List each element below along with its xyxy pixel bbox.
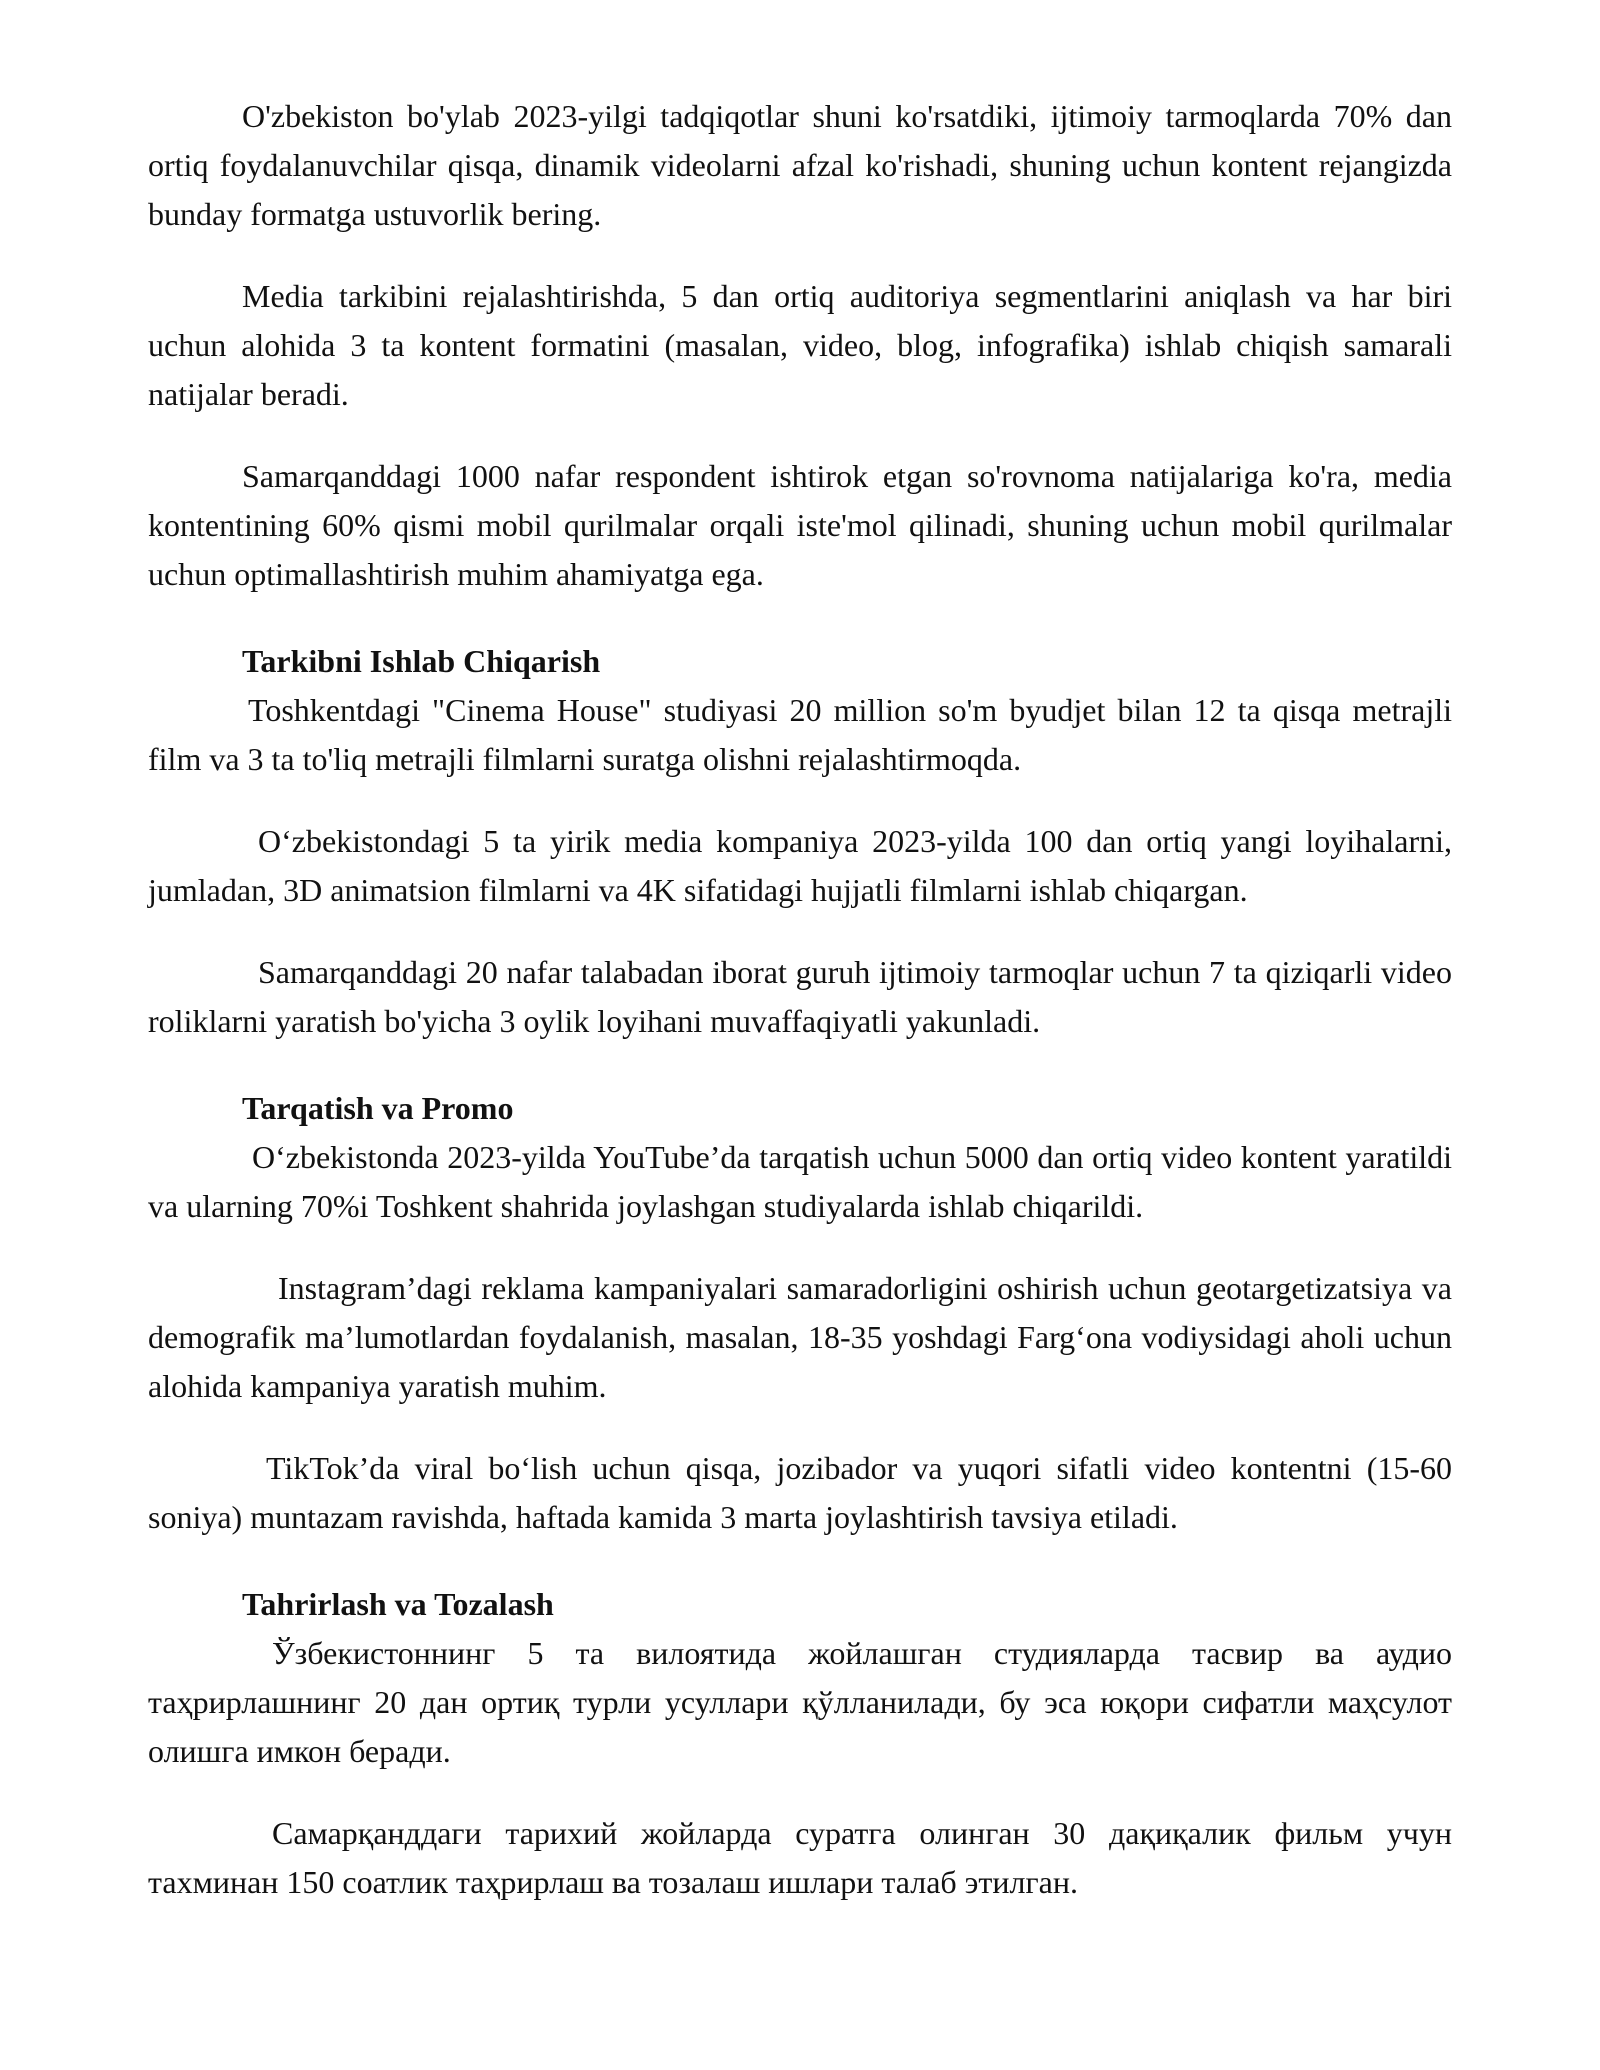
paragraph-editing-1: Ўзбекистоннинг 5 та вилоятида жойлашган студияларда тасвир ва аудио таҳрирлашнинг 20 дан ортиқ турли усуллари қўлланилади, бу эса юқори сифатли маҳсулот олишга имкон беради. [148, 1635, 1452, 1769]
section-heading-production: Tarkibni Ishlab Chiqarish [242, 643, 601, 679]
paragraph-intro-3: Samarqanddagi 1000 nafar respondent ishtirok etgan so'rovnoma natijalariga ko'ra, media kontentining 60% qismi mobil qurilmalar orqali iste'mol qilinadi, shuning uchun mobil qurilmalar uchun optimallashtirish muhim ahamiyatga ega. [148, 458, 1452, 592]
section-heading-distribution: Tarqatish va Promo [242, 1090, 514, 1126]
paragraph-intro-2: Media tarkibini rejalashtirishda, 5 dan ortiq auditoriya segmentlarini aniqlash va har biri uchun alohida 3 ta kontent formatini (masalan, video, blog, infografika) ishlab chiqish samarali natijalar beradi. [148, 278, 1452, 412]
paragraph-distribution-2: Instagram’dagi reklama kampaniyalari samaradorligini oshirish uchun geotargetizatsiya va demografik ma’lumotlardan foydalanish, masalan, 18-35 yoshdagi Farg‘ona vodiysidagi aholi uchun alohida kampaniya yaratish muhim. [148, 1270, 1452, 1404]
paragraph-editing-2: Самарқанддаги тарихий жойларда суратга олинган 30 дақиқалик фильм учун тахминан 150 соатлик таҳрирлаш ва тозалаш ишлари талаб этилган. [148, 1815, 1452, 1900]
section-heading-editing: Tahrirlash va Tozalash [242, 1586, 554, 1622]
document-page [148, 92, 1452, 1940]
paragraph-intro-1: O'zbekiston bo'ylab 2023-yilgi tadqiqotlar shuni ko'rsatdiki, ijtimoiy tarmoqlarda 70% dan ortiq foydalanuvchilar qisqa, dinamik videolarni afzal ko'rishadi, shuning uchun kontent rejangizda bunday formatga ustuvorlik bering. [148, 98, 1452, 232]
paragraph-distribution-1: O‘zbekistonda 2023-yilda YouTube’da tarqatish uchun 5000 dan ortiq video kontent yaratildi va ularning 70%i Toshkent shahrida joylashgan studiyalarda ishlab chiqarildi. [148, 1139, 1452, 1224]
paragraph-production-1: Toshkentdagi "Cinema House" studiyasi 20 million so'm byudjet bilan 12 ta qisqa metrajli film va 3 ta to'liq metrajli filmlarni suratga olishni rejalashtirmoqda. [148, 692, 1452, 777]
paragraph-production-3: Samarqanddagi 20 nafar talabadan iborat guruh ijtimoiy tarmoqlar uchun 7 ta qiziqarli video roliklarni yaratish bo'yicha 3 oylik loyihani muvaffaqiyatli yakunladi. [148, 954, 1452, 1039]
paragraph-production-2: O‘zbekistondagi 5 ta yirik media kompaniya 2023-yilda 100 dan ortiq yangi loyihalarni, jumladan, 3D animatsion filmlarni va 4K sifatidagi hujjatli filmlarni ishlab chiqargan. [148, 823, 1452, 908]
paragraph-distribution-3: TikTok’da viral bo‘lish uchun qisqa, jozibador va yuqori sifatli video kontentni (15-60 soniya) muntazam ravishda, haftada kamida 3 marta joylashtirish tavsiya etiladi. [148, 1450, 1452, 1535]
